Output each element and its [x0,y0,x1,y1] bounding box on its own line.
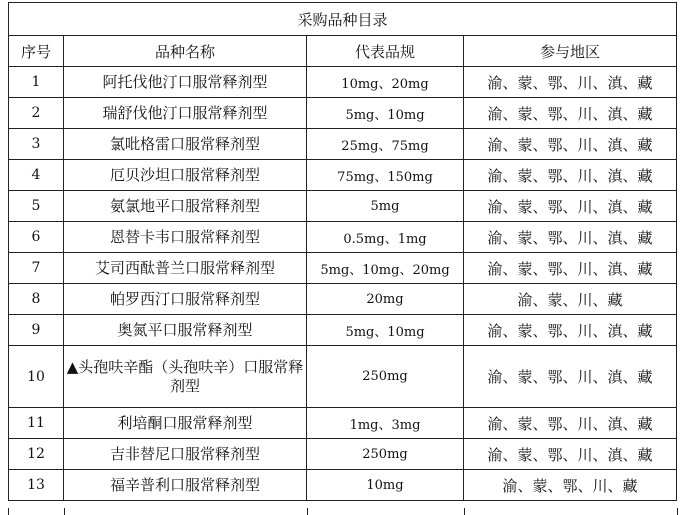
row-index: 10 [9,346,64,408]
row-drug-name: 厄贝沙坦口服常释剂型 [64,160,307,191]
row-region: 渝、蒙、鄂、川、滇、藏 [464,253,677,284]
table-header-row [9,36,677,67]
row-index: 3 [9,129,64,160]
row-index: 8 [9,284,64,315]
row-index: 11 [9,408,64,439]
row-index: 7 [9,253,64,284]
table-row [9,160,677,191]
row-index: 12 [9,439,64,470]
row-drug-name: 瑞舒伐他汀口服常释剂型 [64,98,307,129]
row-region: 渝、蒙、鄂、川、滇、藏 [464,160,677,191]
row-region: 渝、蒙、鄂、川、滇、藏 [464,67,677,98]
table-row [9,284,677,315]
table-row [9,439,677,470]
table-row [9,129,677,160]
row-region: 渝、蒙、鄂、川、滇、藏 [464,439,677,470]
row-drug-name: ▲头孢呋辛酯（头孢呋辛）口服常释剂型 [64,346,307,408]
row-drug-name: 氨氯地平口服常释剂型 [64,191,307,222]
row-region: 渝、蒙、鄂、川、滇、藏 [464,222,677,253]
row-spec: 75mg、150mg [307,160,464,191]
header-name: 品种名称 [64,36,307,67]
table-row [9,470,677,501]
row-spec: 20mg [307,284,464,315]
table-row [9,191,677,222]
row-index: 5 [9,191,64,222]
row-drug-name: 利培酮口服常释剂型 [64,408,307,439]
table-row [9,98,677,129]
table-row [9,222,677,253]
table-title-row [9,3,677,36]
procurement-catalog-table [8,2,677,501]
row-region: 渝、蒙、鄂、川、滇、藏 [464,191,677,222]
row-spec: 5mg、10mg、20mg [307,253,464,284]
row-drug-name: 恩替卡韦口服常释剂型 [64,222,307,253]
row-region: 渝、蒙、鄂、川、滇、藏 [464,346,677,408]
row-region: 渝、蒙、鄂、川、滇、藏 [464,408,677,439]
table-continuation-edge [8,508,678,515]
row-drug-name: 吉非替尼口服常释剂型 [64,439,307,470]
table-row [9,67,677,98]
row-drug-name: 艾司西酞普兰口服常释剂型 [64,253,307,284]
column-divider [64,508,65,515]
row-region: 渝、蒙、鄂、川、滇、藏 [464,98,677,129]
row-spec: 5mg、10mg [307,98,464,129]
row-index: 13 [9,470,64,501]
header-spec: 代表品规 [307,36,464,67]
row-index: 6 [9,222,64,253]
row-spec: 250mg [307,346,464,408]
row-drug-name: 帕罗西汀口服常释剂型 [64,284,307,315]
row-spec: 10mg、20mg [307,67,464,98]
row-drug-name: 氯吡格雷口服常释剂型 [64,129,307,160]
row-spec: 250mg [307,439,464,470]
table-row [9,408,677,439]
header-region: 参与地区 [464,36,677,67]
row-index: 2 [9,98,64,129]
row-spec: 10mg [307,470,464,501]
row-spec: 5mg [307,191,464,222]
table-row [9,315,677,346]
row-drug-name: 阿托伐他汀口服常释剂型 [64,67,307,98]
row-region: 渝、蒙、鄂、川、滇、藏 [464,315,677,346]
row-spec: 0.5mg、1mg [307,222,464,253]
row-index: 9 [9,315,64,346]
row-spec: 25mg、75mg [307,129,464,160]
row-spec: 1mg、3mg [307,408,464,439]
row-drug-name: 奥氮平口服常释剂型 [64,315,307,346]
column-divider [464,508,465,515]
header-index: 序号 [9,36,64,67]
row-drug-name: 福辛普利口服常释剂型 [64,470,307,501]
row-region: 渝、蒙、鄂、川、藏 [464,470,677,501]
table-row [9,253,677,284]
row-spec: 5mg、10mg [307,315,464,346]
table-row [9,346,677,408]
column-divider [307,508,308,515]
row-index: 4 [9,160,64,191]
table-title: 采购品种目录 [9,3,677,36]
row-index: 1 [9,67,64,98]
row-region: 渝、蒙、川、藏 [464,284,677,315]
row-region: 渝、蒙、鄂、川、滇、藏 [464,129,677,160]
